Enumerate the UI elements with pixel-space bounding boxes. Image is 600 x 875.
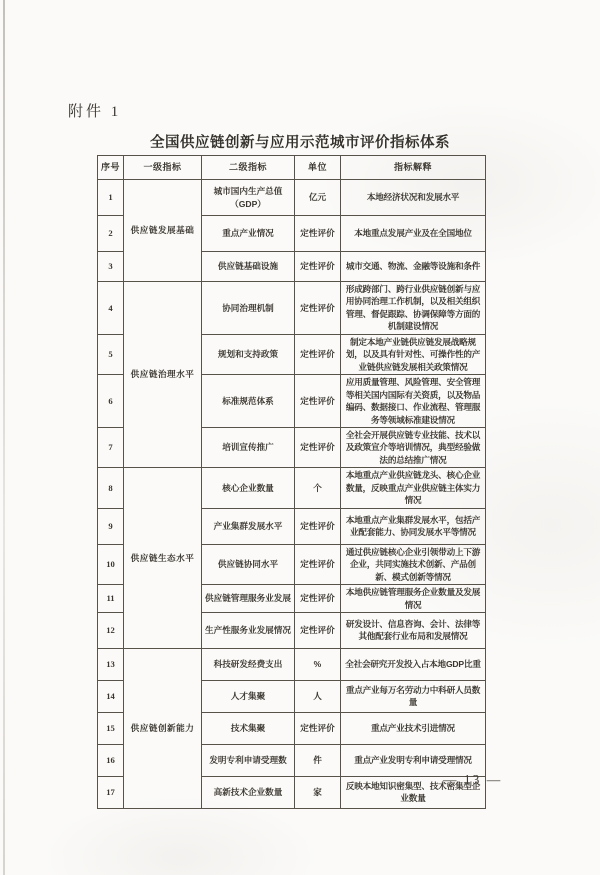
unit-cell: 定性评价 bbox=[295, 544, 341, 584]
explanation-cell: 城市交通、物流、金融等设施和条件 bbox=[341, 252, 486, 282]
row-number: 14 bbox=[98, 680, 124, 712]
row-number: 6 bbox=[98, 375, 124, 428]
row-number: 11 bbox=[98, 585, 124, 613]
explanation-cell: 本地重点产业集群发展水平，包括产业配套能力、协同发展水平等情况 bbox=[341, 508, 486, 544]
explanation-cell: 全社会开展供应链专业技能、技术以及政策宣介等培训情况，典型经验做法的总结推广情况 bbox=[341, 427, 486, 467]
unit-cell: 定性评价 bbox=[295, 585, 341, 613]
explanation-cell: 反映本地知识密集型、技术密集型企业数量 bbox=[341, 776, 486, 808]
col-header-level1: 一级指标 bbox=[124, 156, 202, 180]
table-row bbox=[98, 180, 486, 216]
table-header-row bbox=[98, 156, 486, 180]
level1-indicator: 供应链创新能力 bbox=[124, 648, 202, 808]
col-header-unit: 单位 bbox=[295, 156, 341, 180]
level2-indicator: 发明专利申请受理数 bbox=[202, 744, 295, 776]
unit-cell: 定性评价 bbox=[295, 216, 341, 252]
page-title: 全国供应链创新与应用示范城市评价指标体系 bbox=[150, 135, 450, 151]
explanation-cell: 本地供应链管理服务企业数量及发展情况 bbox=[341, 585, 486, 613]
unit-cell: 个 bbox=[295, 468, 341, 508]
unit-cell: 定性评价 bbox=[295, 334, 341, 374]
level2-indicator: 重点产业情况 bbox=[202, 216, 295, 252]
unit-cell: 定性评价 bbox=[295, 508, 341, 544]
unit-cell: 亿元 bbox=[295, 180, 341, 216]
row-number: 2 bbox=[98, 216, 124, 252]
unit-cell: 定性评价 bbox=[295, 612, 341, 648]
col-header-no: 序号 bbox=[98, 156, 124, 180]
explanation-cell: 通过供应链核心企业引领带动上下游企业，共同实施技术创新、产品创新、模式创新等情况 bbox=[341, 544, 486, 584]
explanation-cell: 研发设计、信息咨询、会计、法律等其他配套行业布局和发展情况 bbox=[341, 612, 486, 648]
unit-cell: 定性评价 bbox=[295, 375, 341, 428]
row-number: 3 bbox=[98, 252, 124, 282]
level2-indicator: 技术集聚 bbox=[202, 712, 295, 744]
row-number: 7 bbox=[98, 427, 124, 467]
unit-cell: 件 bbox=[295, 744, 341, 776]
level2-indicator: 核心企业数量 bbox=[202, 468, 295, 508]
row-number: 13 bbox=[98, 648, 124, 680]
unit-cell: 定性评价 bbox=[295, 252, 341, 282]
row-number: 12 bbox=[98, 612, 124, 648]
row-number: 4 bbox=[98, 282, 124, 335]
row-number: 15 bbox=[98, 712, 124, 744]
level2-indicator: 城市国内生产总值（GDP） bbox=[202, 180, 295, 216]
explanation-cell: 本地经济状况和发展水平 bbox=[341, 180, 486, 216]
level1-indicator: 供应链生态水平 bbox=[124, 468, 202, 649]
page-number: — 13 — bbox=[443, 772, 503, 787]
row-number: 17 bbox=[98, 776, 124, 808]
explanation-cell: 本地重点发展产业及在全国地位 bbox=[341, 216, 486, 252]
level1-indicator: 供应链发展基础 bbox=[124, 180, 202, 282]
level2-indicator: 供应链协同水平 bbox=[202, 544, 295, 584]
row-number: 5 bbox=[98, 334, 124, 374]
explanation-cell: 重点产业发明专利申请受理情况 bbox=[341, 744, 486, 776]
explanation-cell: 应用质量管理、风险管理、安全管理等相关国内国际有关资质，以及物品编码、数据接口、作业流程、管理服务等领域标准建设情况 bbox=[341, 375, 486, 428]
table-row bbox=[98, 468, 486, 508]
row-number: 9 bbox=[98, 508, 124, 544]
explanation-cell: 重点产业技术引进情况 bbox=[341, 712, 486, 744]
row-number: 16 bbox=[98, 744, 124, 776]
level2-indicator: 规划和支持政策 bbox=[202, 334, 295, 374]
explanation-cell: 重点产业每万名劳动力中科研人员数量 bbox=[341, 680, 486, 712]
attachment-label: 附件 1 bbox=[68, 104, 122, 120]
unit-cell: 定性评价 bbox=[295, 427, 341, 467]
level2-indicator: 高新技术企业数量 bbox=[202, 776, 295, 808]
explanation-cell: 本地重点产业供应链龙头、核心企业数量，反映重点产业供应链主体实力情况 bbox=[341, 468, 486, 508]
unit-cell: 人 bbox=[295, 680, 341, 712]
level2-indicator: 生产性服务业发展情况 bbox=[202, 612, 295, 648]
unit-cell: % bbox=[295, 648, 341, 680]
unit-cell: 定性评价 bbox=[295, 712, 341, 744]
explanation-cell: 制定本地产业链供应链发展战略规划，以及具有针对性、可操作性的产业链供应链发展相关政策情况 bbox=[341, 334, 486, 374]
table-row bbox=[98, 648, 486, 680]
level2-indicator: 科技研发经费支出 bbox=[202, 648, 295, 680]
row-number: 1 bbox=[98, 180, 124, 216]
explanation-cell: 形成跨部门、跨行业供应链创新与应用协同治理工作机制，以及相关组织管理、督促跟踪、协调保障等方面的机制建设情况 bbox=[341, 282, 486, 335]
unit-cell: 定性评价 bbox=[295, 282, 341, 335]
level2-indicator: 培训宣传推广 bbox=[202, 427, 295, 467]
level2-indicator: 供应链基础设施 bbox=[202, 252, 295, 282]
level2-indicator: 标准规范体系 bbox=[202, 375, 295, 428]
evaluation-indicator-table bbox=[97, 155, 486, 809]
level2-indicator: 产业集群发展水平 bbox=[202, 508, 295, 544]
col-header-explanation: 指标解释 bbox=[341, 156, 486, 180]
unit-cell: 家 bbox=[295, 776, 341, 808]
level2-indicator: 人才集聚 bbox=[202, 680, 295, 712]
col-header-level2: 二级指标 bbox=[202, 156, 295, 180]
row-number: 8 bbox=[98, 468, 124, 508]
level2-indicator: 供应链管理服务业发展 bbox=[202, 585, 295, 613]
level1-indicator: 供应链治理水平 bbox=[124, 282, 202, 468]
row-number: 10 bbox=[98, 544, 124, 584]
table-row bbox=[98, 282, 486, 335]
level2-indicator: 协同治理机制 bbox=[202, 282, 295, 335]
explanation-cell: 全社会研究开发投入占本地GDP比重 bbox=[341, 648, 486, 680]
